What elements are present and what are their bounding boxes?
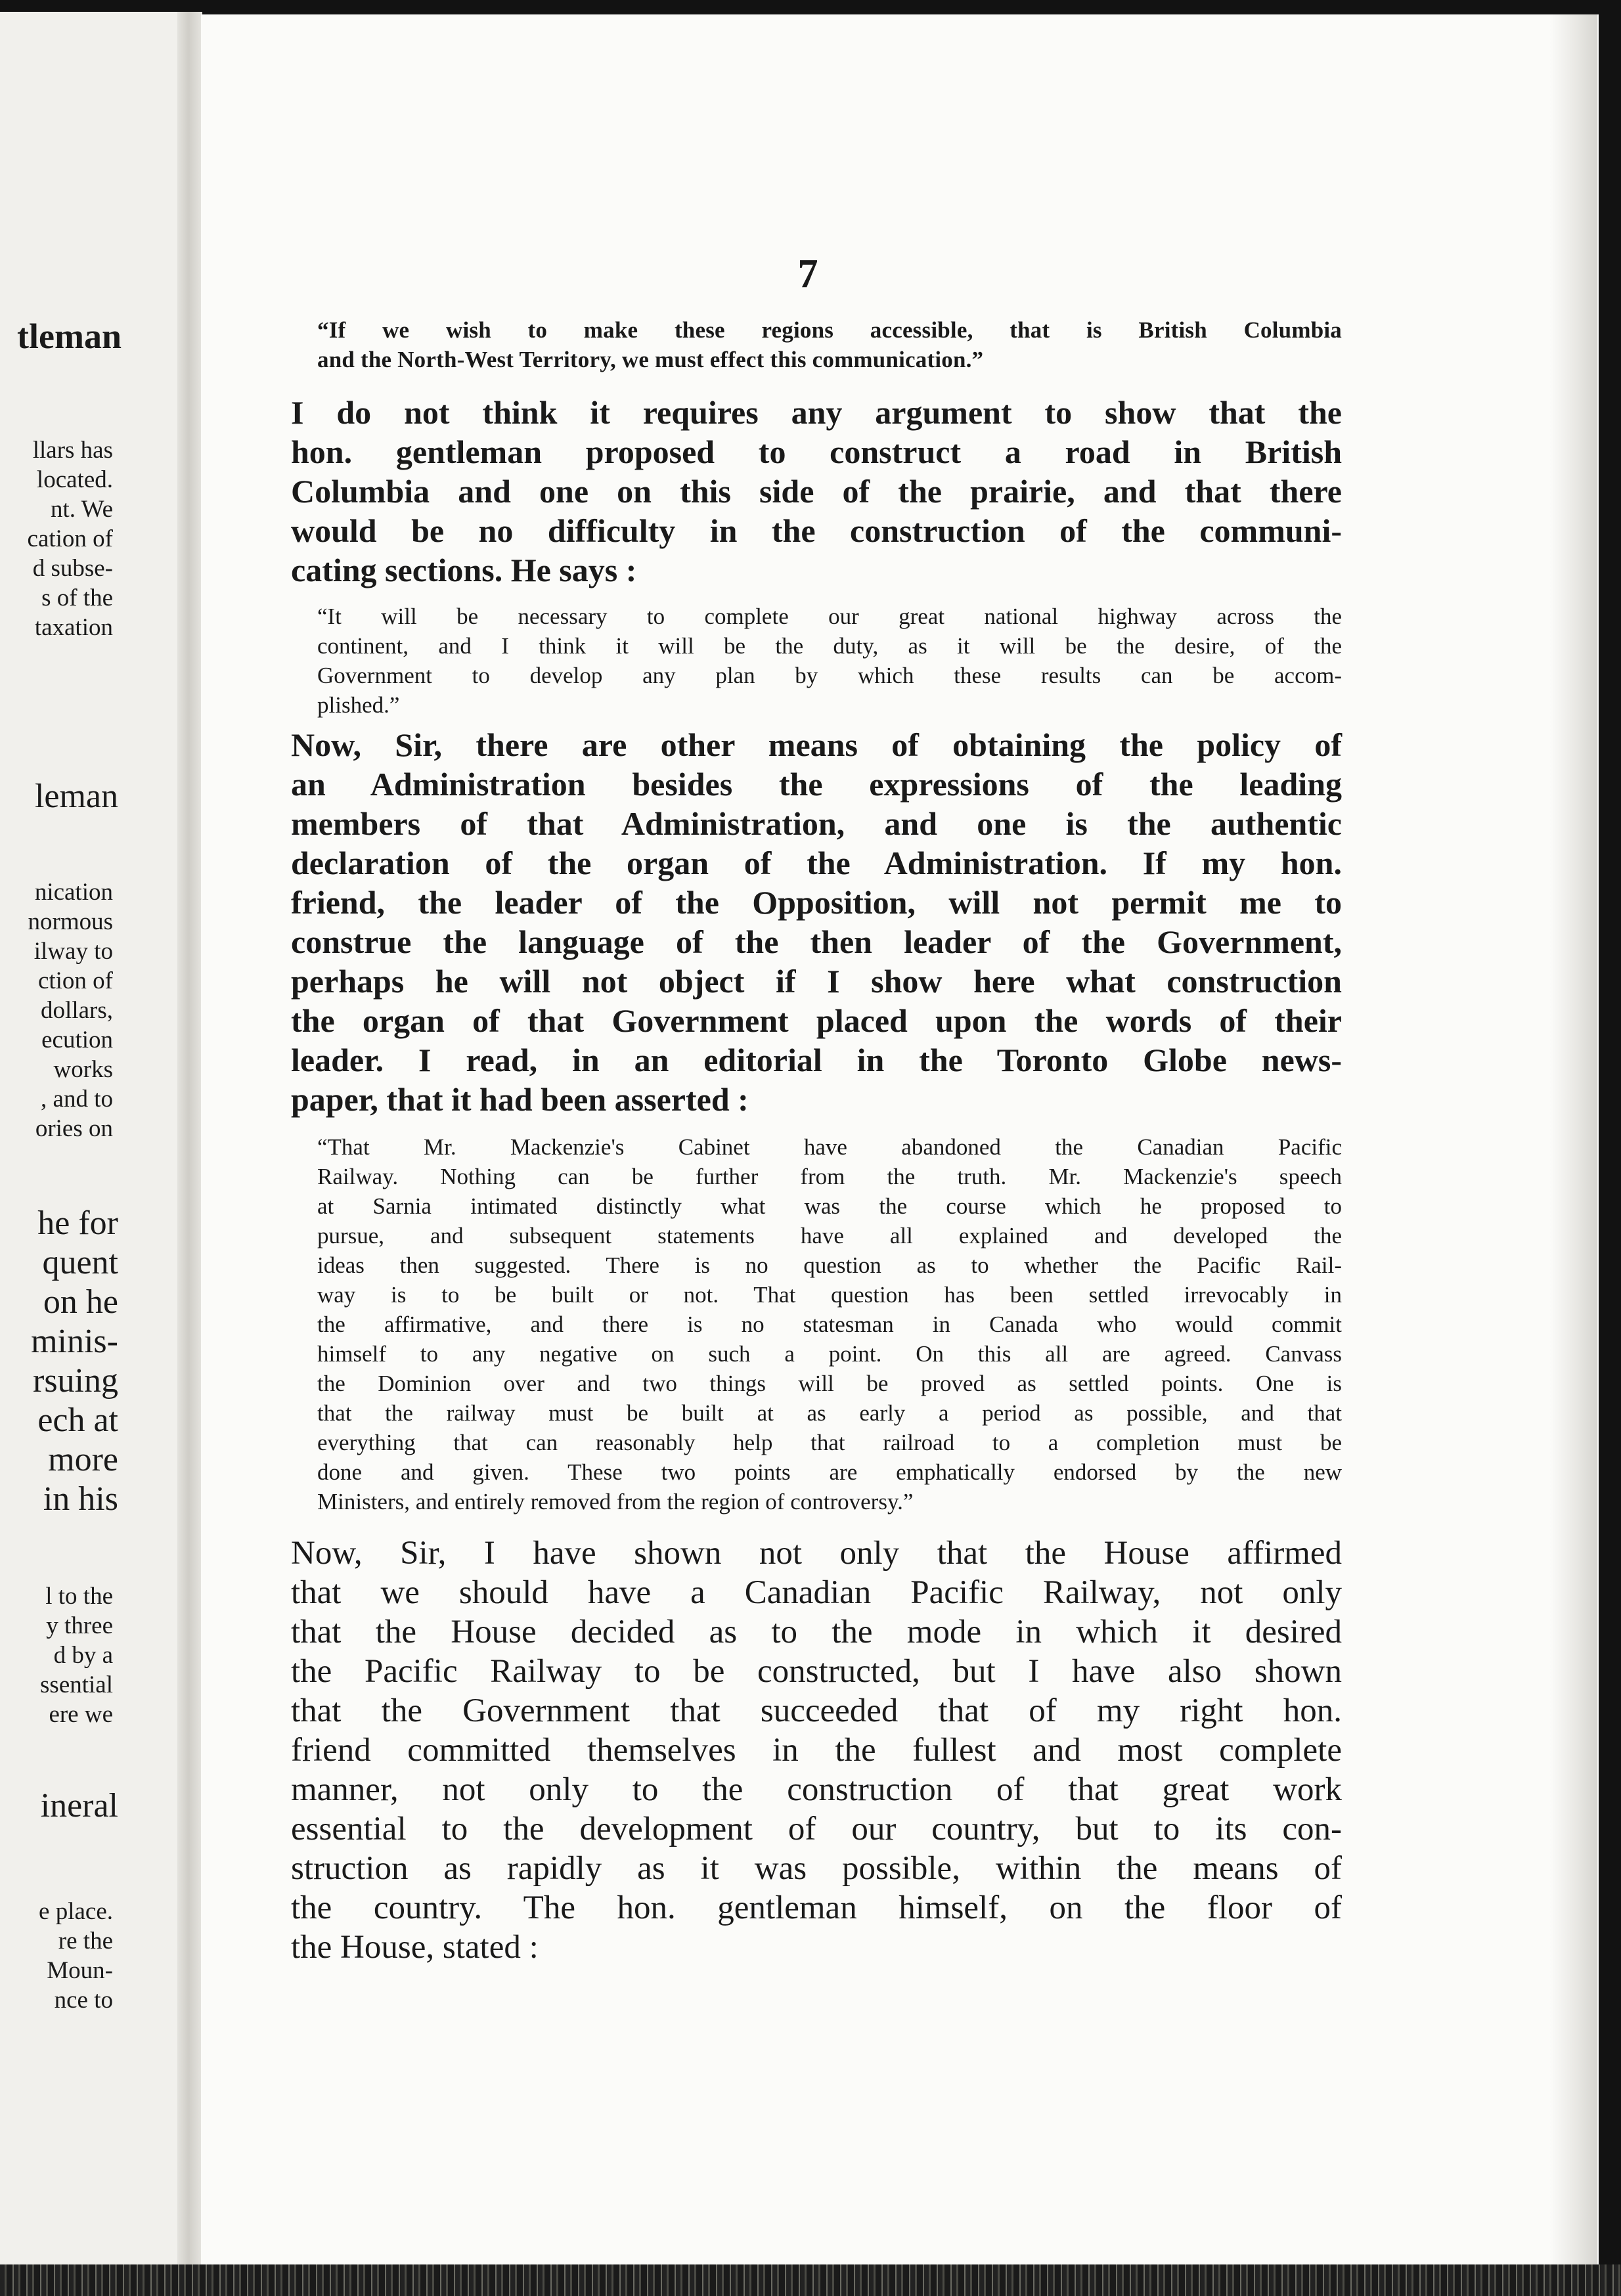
fragment-line: llars has (32, 437, 113, 464)
quote-block-2 (317, 602, 1342, 720)
text-line: at Sarnia intimated distinctly what was the course which he proposed to (317, 1193, 1342, 1219)
quote-block-1 (317, 315, 1342, 374)
fragment-line: e place. (39, 1898, 113, 1925)
left-fragment-3 (0, 777, 190, 816)
fragment-line: Moun- (47, 1957, 113, 1984)
fragment-line: re the (58, 1928, 113, 1954)
text-line: friend committed themselves in the fullest and most complete (291, 1732, 1342, 1769)
fragment-line: d by a (53, 1642, 113, 1669)
fragment-line: s of the (41, 585, 113, 611)
text-line: “It will be necessary to complete our great national highway across the (317, 604, 1342, 629)
fragment-line: minis- (31, 1323, 118, 1360)
text-column (291, 315, 1342, 1967)
text-line: ideas then suggested. There is no question as to whether the Pacific Rail- (317, 1252, 1342, 1278)
left-fragment-4 (0, 877, 190, 1143)
fragment-line: works (53, 1056, 113, 1083)
fragment-line: ories on (35, 1115, 113, 1142)
text-line: Now, Sir, I have shown not only that the House affirmed (291, 1535, 1342, 1572)
text-line: pursue, and subsequent statements have all explained and developed the (317, 1223, 1342, 1248)
fragment-line: cation of (27, 525, 113, 552)
fragment-line: located. (36, 466, 113, 493)
text-line: “If we wish to make these regions accessible, that is British Columbia (317, 317, 1342, 343)
text-line: plished.” (317, 692, 400, 718)
text-line: the country. The hon. gentleman himself, on the floor of (291, 1889, 1342, 1926)
text-line: the House, stated : (291, 1929, 539, 1966)
text-line: way is to be built or not. That question has been settled irrevocably in (317, 1282, 1342, 1308)
fragment-line: leman (34, 778, 118, 815)
fragment-line: ssential (40, 1671, 113, 1698)
fragment-line: dollars, (41, 997, 113, 1024)
fragment-line: ech at (37, 1402, 118, 1439)
text-line: that we should have a Canadian Pacific Railway, not only (291, 1574, 1342, 1611)
text-line: that the Government that succeeded that of my right hon. (291, 1692, 1342, 1729)
page-number: 7 (797, 252, 818, 296)
fragment-line: taxation (34, 614, 113, 641)
text-line: Ministers, and entirely removed from the region of controversy.” (317, 1489, 914, 1514)
text-line: I do not think it requires any argument to show that the (291, 394, 1342, 431)
text-line: would be no difficulty in the construction of the communi- (291, 512, 1342, 549)
text-line: the Pacific Railway to be constructed, but I have also shown (291, 1653, 1342, 1690)
fragment-line: ction of (37, 967, 113, 994)
left-fragment-5 (0, 1204, 190, 1519)
fragment-line: ilway to (33, 938, 113, 965)
fragment-line: normous (28, 908, 113, 935)
text-line: that the House decided as to the mode in which it desired (291, 1614, 1342, 1650)
fragment-line: ineral (40, 1787, 118, 1824)
text-line: “That Mr. Mackenzie's Cabinet have abandoned the Canadian Pacific (317, 1134, 1342, 1160)
text-line: the organ of that Government placed upon the words of their (291, 1002, 1342, 1039)
text-line: the affirmative, and there is no statesman in Canada who would commit (317, 1312, 1342, 1337)
text-line: cating sections. He says : (291, 552, 637, 588)
fragment-line: he for (37, 1204, 118, 1242)
fragment-line: on he (43, 1283, 118, 1321)
fragment-line: l to the (45, 1583, 113, 1610)
fragment-line: y three (46, 1612, 113, 1639)
paragraph-2 (291, 725, 1342, 1119)
fragment-line: more (48, 1441, 118, 1478)
page-edge (1550, 14, 1597, 2271)
text-line: paper, that it had been asserted : (291, 1081, 749, 1118)
left-page (0, 12, 197, 2271)
text-line: an Administration besides the expressions of the leading (291, 766, 1342, 803)
text-line: perhaps he will not object if I show here what construction (291, 963, 1342, 1000)
text-line: himself to any negative on such a point. On this all are agreed. Canvass (317, 1341, 1342, 1367)
left-fragment-7 (0, 1786, 190, 1826)
text-line: friend, the leader of the Opposition, will not permit me to (291, 884, 1342, 921)
text-line: members of that Administration, and one is the authentic (291, 805, 1342, 842)
text-line: Railway. Nothing can be further from the truth. Mr. Mackenzie's speech (317, 1164, 1342, 1189)
page-gutter (177, 12, 202, 2271)
left-fragment-1 (0, 317, 190, 356)
left-fragment-2 (0, 435, 190, 642)
text-line: struction as rapidly as it was possible, within the means of (291, 1850, 1342, 1887)
text-line: Now, Sir, there are other means of obtaining the policy of (291, 726, 1342, 763)
fragment-line: nication (34, 879, 113, 906)
fragment-line: ere we (49, 1701, 113, 1728)
fragment-line: tleman (17, 317, 122, 356)
fragment-line: , and to (41, 1086, 113, 1113)
text-line: and the North-West Territory, we must effect this communication.” (317, 347, 984, 372)
fragment-line: quent (42, 1244, 118, 1281)
text-line: declaration of the organ of the Administration. If my hon. (291, 845, 1342, 881)
paragraph-3 (291, 1534, 1342, 1967)
fragment-line: d subse- (32, 555, 113, 582)
paragraph-1 (291, 393, 1342, 590)
fragment-line: nt. We (51, 496, 113, 523)
text-line: hon. gentleman proposed to construct a road in British (291, 433, 1342, 470)
text-line: Government to develop any plan by which these results can be accom- (317, 663, 1342, 688)
text-line: the Dominion over and two things will be proved as settled points. One is (317, 1371, 1342, 1396)
left-fragment-6 (0, 1581, 190, 1729)
fragment-line: nce to (54, 1987, 113, 2014)
text-line: continent, and I think it will be the duty, as it will be the desire, of the (317, 633, 1342, 659)
quote-block-3 (317, 1132, 1342, 1516)
scanner-bottom-strip (0, 2264, 1621, 2296)
fragment-line: rsuing (33, 1362, 118, 1400)
text-line: leader. I read, in an editorial in the Toronto Globe news- (291, 1042, 1342, 1078)
text-line: construe the language of the then leader of the Government, (291, 923, 1342, 960)
text-line: that the railway must be built at as early a period as possible, and that (317, 1400, 1342, 1426)
text-line: done and given. These two points are emphatically endorsed by the new (317, 1459, 1342, 1485)
left-fragment-8 (0, 1897, 190, 2015)
fragment-line: ecution (41, 1027, 113, 1053)
text-line: essential to the development of our country, but to its con- (291, 1811, 1342, 1847)
text-line: Columbia and one on this side of the prairie, and that there (291, 473, 1342, 510)
fragment-line: in his (43, 1480, 118, 1518)
text-line: manner, not only to the construction of that great work (291, 1771, 1342, 1808)
text-line: everything that can reasonably help that railroad to a completion must be (317, 1430, 1342, 1455)
